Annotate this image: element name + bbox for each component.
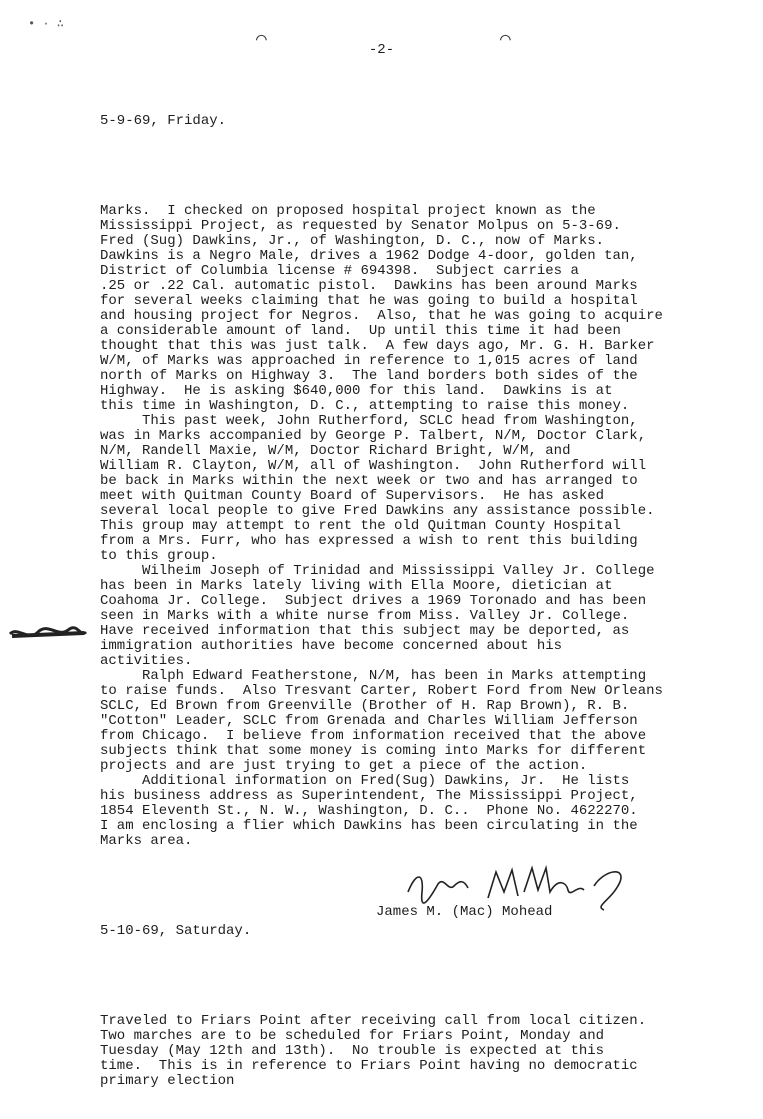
text-line: Mississippi Project, as requested by Senator Molpus on 5-3-69. [100,218,621,234]
text-line: seen in Marks with a white nurse from Miss. Valley Jr. College. [100,608,630,624]
text-line: subjects think that some money is coming into Marks for different [100,743,647,759]
text-line: Coahoma Jr. College. Subject drives a 1969 Toronado and has been [100,593,647,609]
text-line: Wilheim Joseph of Trinidad and Mississippi Valley Jr. College [100,563,655,579]
text-line: Marks. I checked on proposed hospital project known as the [100,203,596,219]
text-line: W/M, of Marks was approached in reference to 1,015 acres of land [100,353,638,369]
text-line: .25 or .22 Cal. automatic pistol. Dawkins has been around Marks [100,278,638,294]
text-line: from Chicago. I believe from information received that the above [100,728,647,744]
text-line: a considerable amount of land. Up until this time it had been [100,323,621,339]
text-line: and housing project for Negros. Also, that he was going to acquire [100,308,663,324]
entry-date: 5-9-69, Friday. [100,113,227,129]
text-line: thought that this was just talk. A few days ago, Mr. G. H. Barker [100,338,655,354]
text-line: "Cotton" Leader, SCLC from Grenada and Charles William Jefferson [100,713,638,729]
document-body [100,84,740,1119]
text-line: This past week, John Rutherford, SCLC head from Washington, [100,413,638,429]
text-line: from a Mrs. Furr, who has expressed a wish to rent this building [100,533,638,549]
punch-mark-icon: ⌒ [256,30,267,50]
text-line: projects and are just trying to get a piece of the action. [100,758,588,774]
text-line: to this group. [100,548,218,564]
text-line: has been in Marks lately living with Ella Moore, dietician at [100,578,613,594]
text-line: time. This is in reference to Friars Point having no democratic [100,1058,638,1074]
text-line: activities. [100,653,193,669]
text-line: several local people to give Fred Dawkins any assistance possible. [100,503,655,519]
punch-mark-icon: ⌒ [500,30,511,50]
text-line: primary election [100,1073,235,1089]
scribble-icon [8,624,88,649]
text-line: his business address as Superintendent, The Mississippi Project, [100,788,638,804]
text-line: Tuesday (May 12th and 13th). No trouble is expected at this [100,1043,605,1059]
text-line: be back in Marks within the next week or two and has arranged to [100,473,638,489]
text-line: District of Columbia license # 694398. Subject carries a [100,263,579,279]
text-line: Ralph Edward Featherstone, N/M, has been in Marks attempting [100,668,647,684]
text-line: This group may attempt to rent the old Quitman County Hospital [100,518,621,534]
text-line: Traveled to Friars Point after receiving call from local citizen. [100,1013,647,1029]
text-line: was in Marks accompanied by George P. Talbert, N/M, Doctor Clark, [100,428,647,444]
text-line: Dawkins is a Negro Male, drives a 1962 Dodge 4-door, golden tan, [100,248,638,264]
text-line: to raise funds. Also Tresvant Carter, Robert Ford from New Orleans [100,683,663,699]
text-line: SCLC, Ed Brown from Greenville (Brother of H. Rap Brown), R. B. [100,698,630,714]
text-line: Additional information on Fred(Sug) Dawkins, Jr. He lists [100,773,630,789]
page-number: -2- [368,42,395,58]
text-line: immigration authorities have become concerned about his [100,638,563,654]
text-line: Fred (Sug) Dawkins, Jr., of Washington, D. C., now of Marks. [100,233,605,249]
text-line: Highway. He is asking $640,000 for this land. Dawkins is at [100,383,613,399]
text-line: 1854 Eleventh St., N. W., Washington, D. C.. Phone No. 4622270. [100,803,638,819]
entry-paragraphs [100,204,740,849]
text-line: north of Marks on Highway 3. The land borders both sides of the [100,368,638,384]
entry-paragraphs [100,1014,740,1089]
entry-date: 5-10-69, Saturday. [100,923,252,939]
text-line: N/M, Randell Maxie, W/M, Doctor Richard Bright, W/M, and [100,443,571,459]
text-line: Two marches are to be scheduled for Friars Point, Monday and [100,1028,605,1044]
stray-mark-icon: • · ∴ [28,17,65,31]
text-line: this time in Washington, D. C., attempting to raise this money. [100,398,630,414]
text-line: meet with Quitman County Board of Supervisors. He has asked [100,488,605,504]
text-line: Marks area. [100,833,193,849]
text-line: I am enclosing a flier which Dawkins has been circulating in the [100,818,638,834]
text-line: Have received information that this subject may be deported, as [100,623,630,639]
text-line: William R. Clayton, W/M, all of Washington. John Rutherford will [100,458,647,474]
text-line: for several weeks claiming that he was going to build a hospital [100,293,638,309]
signature-name: James M. (Mac) Mohead [376,904,553,920]
